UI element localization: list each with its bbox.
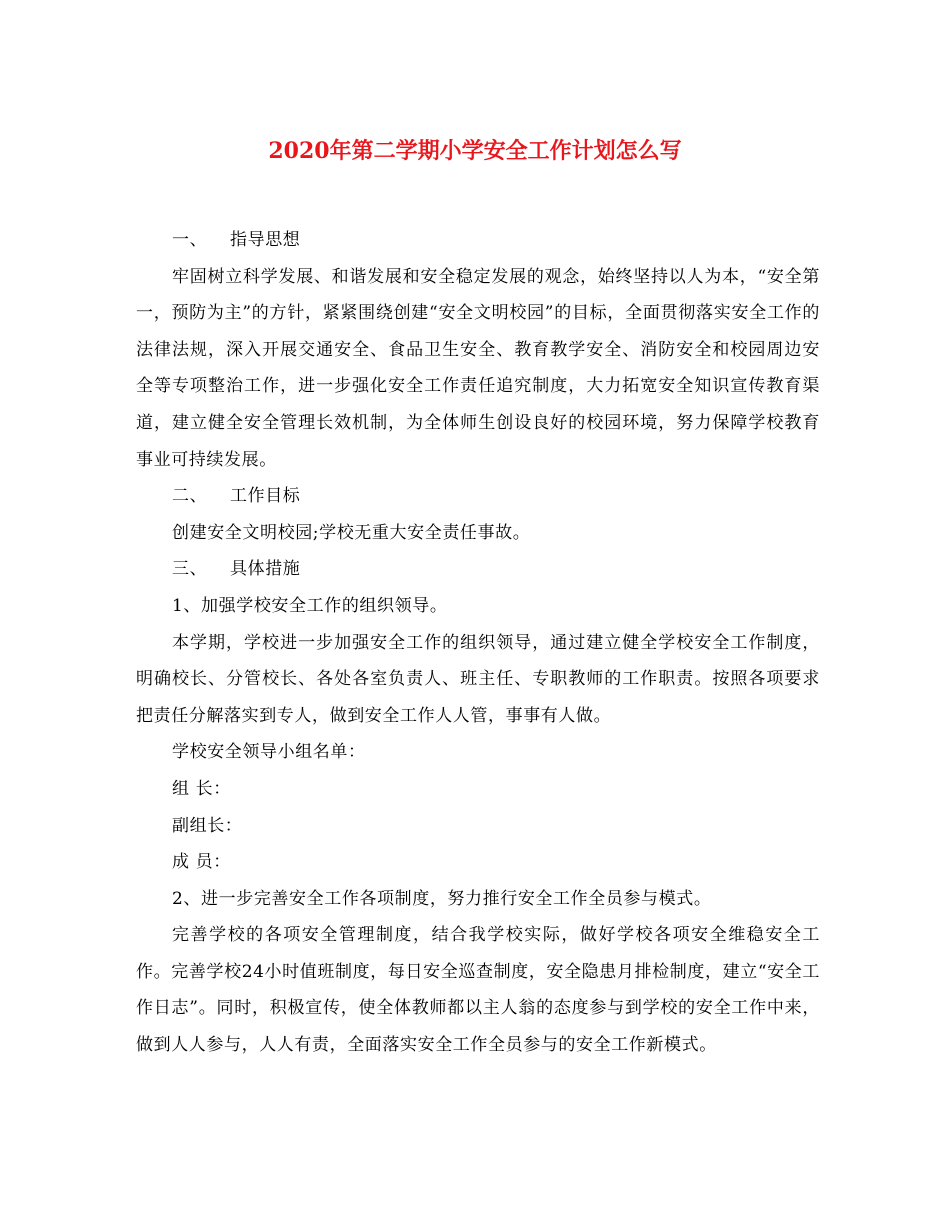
subheading: 1、加强学校安全工作的组织领导。 <box>172 595 448 616</box>
paragraph: 学校安全领导小组名单： <box>172 742 366 763</box>
section-heading-text: 指导思想 <box>230 230 301 250</box>
page-title: 2020年第二学期小学安全工作计划怎么写 <box>268 138 682 164</box>
section-heading-text: 工作目标 <box>230 486 301 507</box>
paragraph: 牢固树立科学发展、和谐发展和安全稳定发展的观念，始终坚持以人为本，“安全第一，预防为主”的方针，紧紧围绕创建“安全文明校园”的目标，全面贯彻落实安全工作的法律法规，深入开展交通安全、食品卫生安全、教育教学安全、消防安全和校园周边安全等专项整治工作，进一步强化安全工作责任追究制度，大力拓宽安全知识宣传教育渠道，建立健全安全管理长效机制，为全体师生创设良好的校园环境，努力保障学校教育事业可持续发展。 <box>136 266 820 470</box>
section-number: 一、 <box>172 230 208 250</box>
section-heading-text: 具体措施 <box>230 559 301 580</box>
document-body <box>136 222 820 1064</box>
leader-line: 组 长： <box>172 778 231 799</box>
section-heading-1 <box>136 222 820 259</box>
deputy-leader-line: 副组长： <box>172 815 243 836</box>
paragraph: 创建安全文明校园;学校无重大安全责任事故。 <box>172 522 531 543</box>
section-heading-3 <box>136 551 820 588</box>
paragraph: 完善学校的各项安全管理制度，结合我学校实际，做好学校各项安全维稳安全工作。完善学校24小时值班制度，每日安全巡查制度，安全隐患月排检制度，建立“安全工作日志”。同时，积极宣传，使全体教师都以主人翁的态度参与到学校的安全工作中来，做到人人参与，人人有责，全面落实安全工作全员参与的安全工作新模式。 <box>136 925 820 1056</box>
paragraph: 本学期，学校进一步加强安全工作的组织领导，通过建立健全学校安全工作制度，明确校长、分管校长、各处各室负责人、班主任、专职教师的工作职责。按照各项要求把责任分解落实到专人，做到安全工作人人管，事事有人做。 <box>136 632 820 726</box>
section-number: 三、 <box>172 559 208 580</box>
section-heading-2 <box>136 478 820 515</box>
subheading: 2、进一步完善安全工作各项制度，努力推行安全工作全员参与模式。 <box>172 888 712 909</box>
section-number: 二、 <box>172 486 208 507</box>
members-line: 成 员： <box>172 852 231 873</box>
